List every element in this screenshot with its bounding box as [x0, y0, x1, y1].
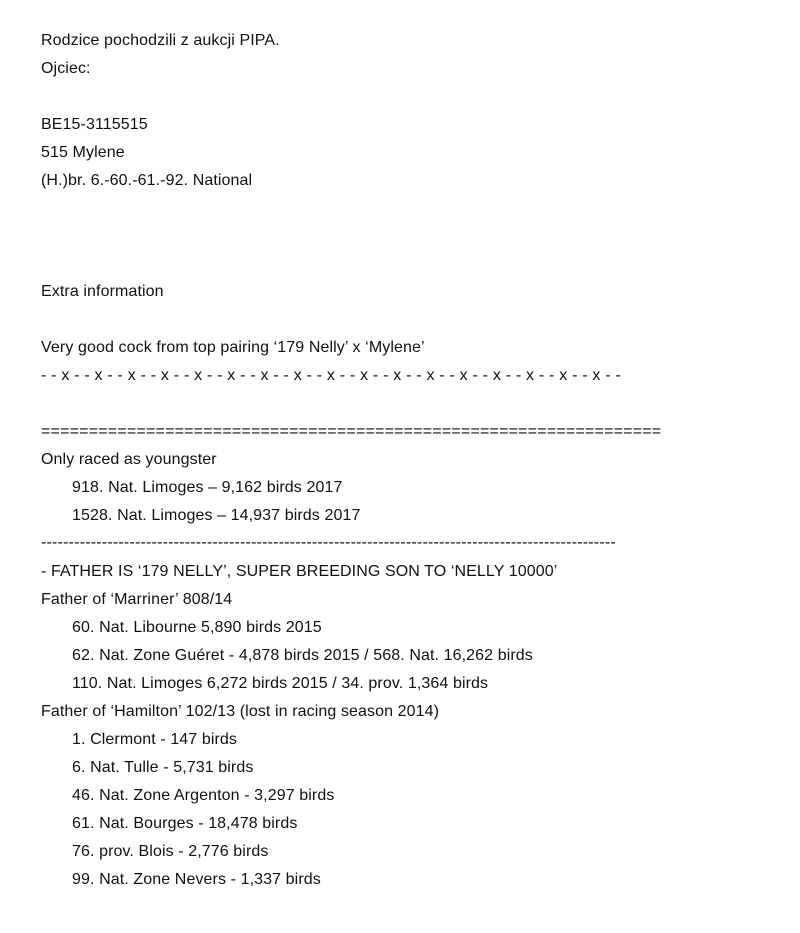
- marriner-heading: Father of ‘Marriner’ 808/14: [41, 591, 233, 608]
- hamilton-result: 6. Nat. Tulle - 5,731 birds: [72, 759, 254, 776]
- bird-name: 515 Mylene: [41, 144, 125, 161]
- youngster-result: 1528. Nat. Limoges – 14,937 birds 2017: [72, 507, 361, 524]
- ring-number: BE15-3115515: [41, 116, 148, 133]
- hamilton-result: 1. Clermont - 147 birds: [72, 731, 238, 748]
- dash-separator: --------------------------------------------------------------------------------------------------------: [41, 534, 616, 551]
- parents-note: Rodzice pochodzili z aukcji PIPA.: [41, 32, 280, 49]
- bird-results: (H.)br. 6.-60.-61.-92. National: [41, 172, 253, 189]
- marriner-result: 110. Nat. Limoges 6,272 birds 2015 / 34. prov. 1,364 birds: [72, 675, 489, 692]
- hamilton-result: 76. prov. Blois - 2,776 birds: [72, 843, 269, 860]
- hamilton-result: 46. Nat. Zone Argenton - 3,297 birds: [72, 787, 335, 804]
- father-label: Ojciec:: [41, 60, 91, 77]
- youngster-result: 918. Nat. Limoges – 9,162 birds 2017: [72, 479, 343, 496]
- hamilton-result: 61. Nat. Bourges - 18,478 birds: [72, 815, 298, 832]
- marriner-result: 62. Nat. Zone Guéret - 4,878 birds 2015 / 568. Nat. 16,262 birds: [72, 647, 533, 664]
- x-separator: - - x - - x - - x - - x - - x - - x - - x - - x - - x - - x - - x - - x - - x - - x - - x - - x - - x - -: [41, 367, 621, 384]
- hamilton-result: 99. Nat. Zone Nevers - 1,337 birds: [72, 871, 321, 888]
- marriner-result: 60. Nat. Libourne 5,890 birds 2015: [72, 619, 322, 636]
- hamilton-heading: Father of ‘Hamilton’ 102/13 (lost in racing season 2014): [41, 703, 440, 720]
- extra-description: Very good cock from top pairing ‘179 Nelly’ x ‘Mylene’: [41, 339, 425, 356]
- father-heading: - FATHER IS ‘179 NELLY’, SUPER BREEDING SON TO ‘NELLY 10000’: [41, 563, 558, 580]
- extra-heading: Extra information: [41, 283, 164, 300]
- equals-separator: =================================================================: [41, 423, 662, 440]
- youngster-heading: Only raced as youngster: [41, 451, 217, 468]
